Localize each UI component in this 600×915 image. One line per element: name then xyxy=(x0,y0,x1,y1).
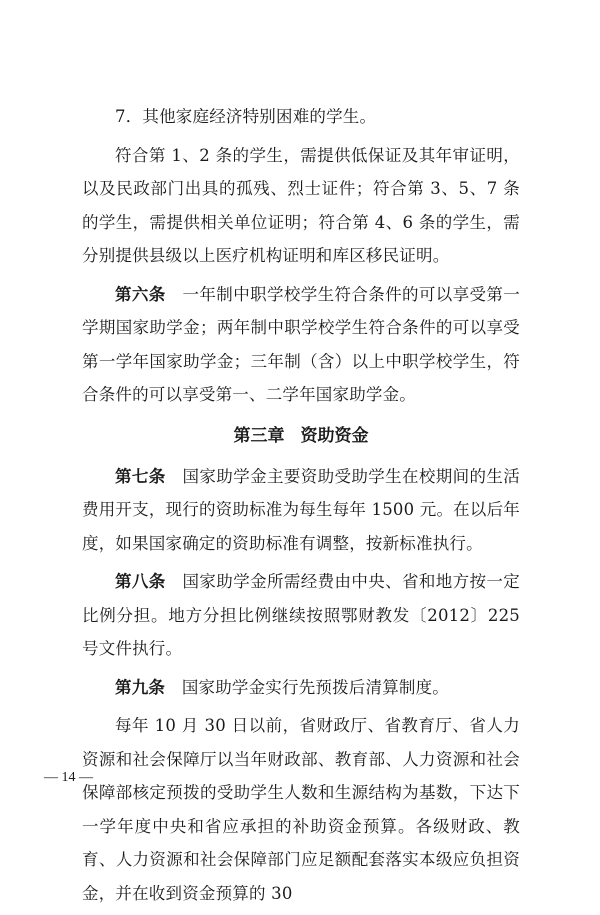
article-6-label: 第六条 xyxy=(115,284,166,304)
article-6-text: 一年制中职学校学生符合条件的可以享受第一学期国家助学金；两年制中职学校学生符合条件的可以享受第一学年国家助学金；三年制（含）以上中职学校学生，符合条件的可以享受第一、二学年国家助学金。 xyxy=(82,284,521,404)
article-9-text: 国家助学金实行先预拨后清算制度。 xyxy=(181,677,450,697)
budget-procedure: 每年 10 月 30 日以前，省财政厅、省教育厅、省人力资源和社会保障厅以当年财政部、教育部、人力资源和社会保障部核定预拨的受助学生人数和生源结构为基数，下达下一学年度中央和省应承担的补助资金预算。各级财政、教育、人力资源和社会保障部门应足额配套落实本级应负担资金，并在收到资金预算的 30 xyxy=(82,716,520,903)
article-9-label: 第九条 xyxy=(115,677,166,697)
certificate-requirements: 符合第 1、2 条的学生，需提供低保证及其年审证明，以及民政部门出具的孤残、烈士证件；符合第 3、5、7 条的学生，需提供相关单位证明；符合第 4、6 条的学生，需分别提供县级以上医疗机构证明和库区移民证明。 xyxy=(82,145,520,265)
item-7: 7．其他家庭经济特别困难的学生。 xyxy=(115,107,377,126)
chapter-number: 第三章 xyxy=(233,425,285,446)
article-7-text: 国家助学金主要资助受助学生在校期间的生活费用开支，现行的资助标准为每生每年 1500 元。在以后年度，如果国家确定的资助标准有调整，按新标准执行。 xyxy=(82,466,521,553)
page-number: — 14 — xyxy=(44,770,93,785)
article-7-label: 第七条 xyxy=(115,466,166,486)
article-9 xyxy=(82,671,520,705)
article-7 xyxy=(82,460,520,561)
article-8-label: 第八条 xyxy=(115,572,166,591)
chapter-heading xyxy=(82,418,520,454)
article-8-text: 国家助学金所需经费由中央、省和地方按一定比例分担。地方分担比例继续按照鄂财教发〔2012〕225 号文件执行。 xyxy=(82,572,521,658)
document-body xyxy=(82,100,520,915)
chapter-title: 资助资金 xyxy=(300,425,369,446)
article-6 xyxy=(82,278,520,412)
article-8 xyxy=(82,565,520,666)
